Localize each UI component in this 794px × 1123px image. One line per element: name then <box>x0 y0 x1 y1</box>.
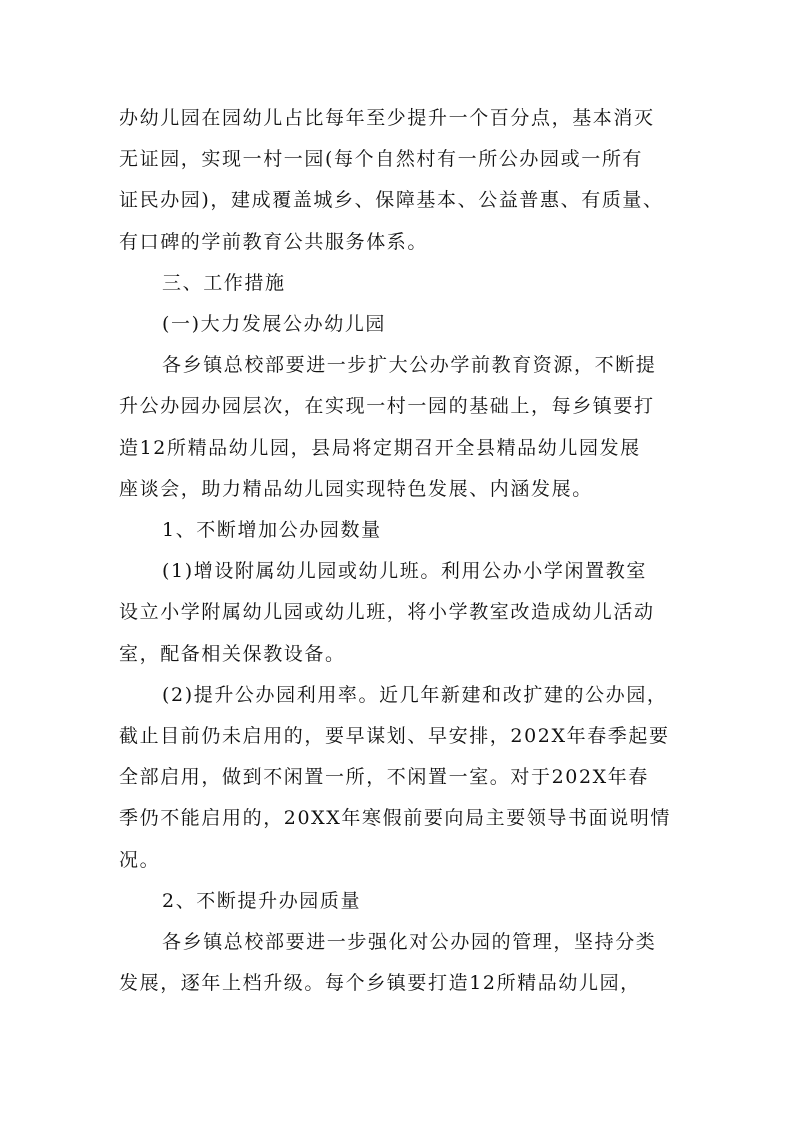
text-line: 季仍不能启用的，20XX年寒假前要向局主要领导书面说明情 <box>119 807 672 830</box>
document-body <box>119 98 679 1004</box>
item-heading: 2、不断提升办园质量 <box>162 889 362 912</box>
text-line: 造12所精品幼儿园，县局将定期召开全县精品幼儿园发展 <box>119 436 641 459</box>
text-line: 各乡镇总校部要进一步强化对公办园的管理，坚持分类 <box>162 931 657 954</box>
section-heading: 三、工作措施 <box>162 271 286 294</box>
text-line: 室，配备相关保教设备。 <box>119 642 346 665</box>
text-line: 有口碑的学前教育公共服务体系。 <box>119 230 429 253</box>
text-line: 升公办园办园层次，在实现一村一园的基础上，每乡镇要打 <box>119 395 655 418</box>
text-line: 座谈会，助力精品幼儿园实现特色发展、内涵发展。 <box>119 477 593 500</box>
text-line: (2)提升公办园利用率。近几年新建和改扩建的公办园， <box>162 683 668 706</box>
text-line: 全部启用，做到不闲置一所，不闲置一室。对于202X年春 <box>119 766 649 789</box>
subsection-heading: (一)大力发展公办幼儿园 <box>162 313 387 336</box>
text-line: 无证园，实现一村一园(每个自然村有一所公办园或一所有 <box>119 148 644 171</box>
text-line: (1)增设附属幼儿园或幼儿班。利用公办小学闲置教室 <box>162 560 647 583</box>
text-line: 证民办园)，建成覆盖城乡、保障基本、公益普惠、有质量、 <box>119 189 664 212</box>
text-line: 况。 <box>119 848 161 871</box>
text-line: 各乡镇总校部要进一步扩大公办学前教育资源，不断提 <box>162 354 657 377</box>
item-heading: 1、不断增加公办园数量 <box>162 519 382 542</box>
text-line: 截止目前仍未启用的，要早谋划、早安排，202X年春季起要 <box>119 725 670 748</box>
text-line: 设立小学附属幼儿园或幼儿班，将小学教室改造成幼儿活动 <box>119 601 655 624</box>
text-line: 发展，逐年上档升级。每个乡镇要打造12所精品幼儿园， <box>119 972 641 995</box>
text-line: 办幼儿园在园幼儿占比每年至少提升一个百分点，基本消灭 <box>119 107 655 129</box>
